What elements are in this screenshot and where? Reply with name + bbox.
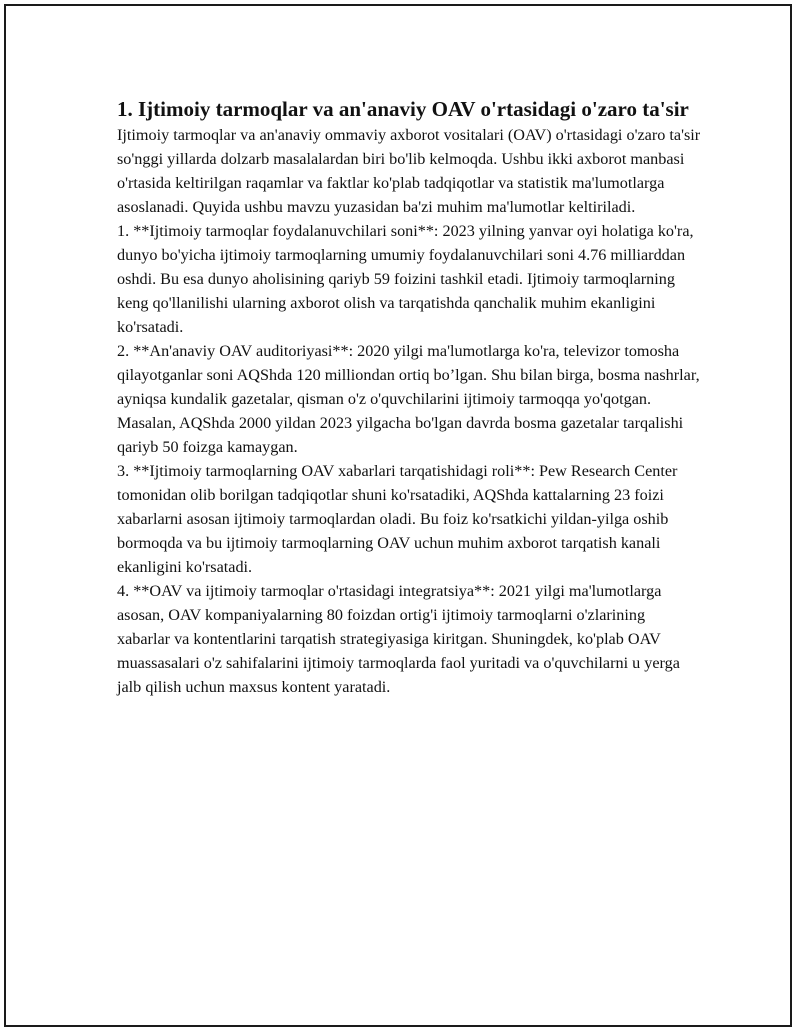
document-body [117,95,702,699]
document-title: 1. Ijtimoiy tarmoqlar va an'anaviy OAV o'rtasidagi o'zaro ta'sir [117,97,689,121]
point-2-paragraph: 2. **An'anaviy OAV auditoriyasi**: 2020 yilgi ma'lumotlarga ko'ra, televizor tomosha qilayotganlar soni AQShda 120 milliondan ortiq bo’lgan. Shu bilan birga, bosma nashrlar, ayniqsa kundalik gazetalar, qisman o'z o'quvchilarini ijtimoiy tarmoqqa yo'qotgan. Masalan, AQShda 2000 yildan 2023 yilgacha bo'lgan davrda bosma gazetalar tarqalishi qariyb 50 foizga kamaygan. [117,342,700,456]
intro-paragraph: Ijtimoiy tarmoqlar va an'anaviy ommaviy axborot vositalari (OAV) o'rtasidagi o'zaro ta'sir so'nggi yillarda dolzarb masalalardan biri bo'lib kelmoqda. Ushbu ikki axborot manbasi o'rtasida keltirilgan raqamlar va faktlar ko'plab tadqiqotlar va statistik ma'lumotlarga asoslanadi. Quyida ushbu mavzu yuzasidan ba'zi muhim ma'lumotlar keltiriladi. [117,126,701,216]
point-3-paragraph: 3. **Ijtimoiy tarmoqlarning OAV xabarlari tarqatishidagi roli**: Pew Research Center tomonidan olib borilgan tadqiqotlar shuni ko'rsatadiki, AQShda kattalarning 23 foizi xabarlarni asosan ijtimoiy tarmoqlardan oladi. Bu foiz ko'rsatkichi yildan-yilga oshib bormoqda va bu ijtimoiy tarmoqlarning OAV uchun muhim axborot tarqatish kanali ekanligini ko'rsatadi. [117,462,678,576]
point-4-paragraph: 4. **OAV va ijtimoiy tarmoqlar o'rtasidagi integratsiya**: 2021 yilgi ma'lumotlarga asosan, OAV kompaniyalarning 80 foizdan ortig'i ijtimoiy tarmoqlarni o'zlarining xabarlar va kontentlarini tarqatish strategiyasiga kiritgan. Shuningdek, ko'plab OAV muassasalari o'z sahifalarini ijtimoiy tarmoqlarda faol yuritadi va o'quvchilarni u yerga jalb qilish uchun maxsus kontent yaratadi. [117,582,680,696]
point-1-paragraph: 1. **Ijtimoiy tarmoqlar foydalanuvchilari soni**: 2023 yilning yanvar oyi holatiga ko'ra, dunyo bo'yicha ijtimoiy tarmoqlarning umumiy foydalanuvchilari soni 4.76 milliarddan oshdi. Bu esa dunyo aholisining qariyb 59 foizini tashkil etadi. Ijtimoiy tarmoqlarning keng qo'llanilishi ularning axborot olish va tarqatishda qanchalik muhim ekanligini ko'rsatadi. [117,222,694,336]
